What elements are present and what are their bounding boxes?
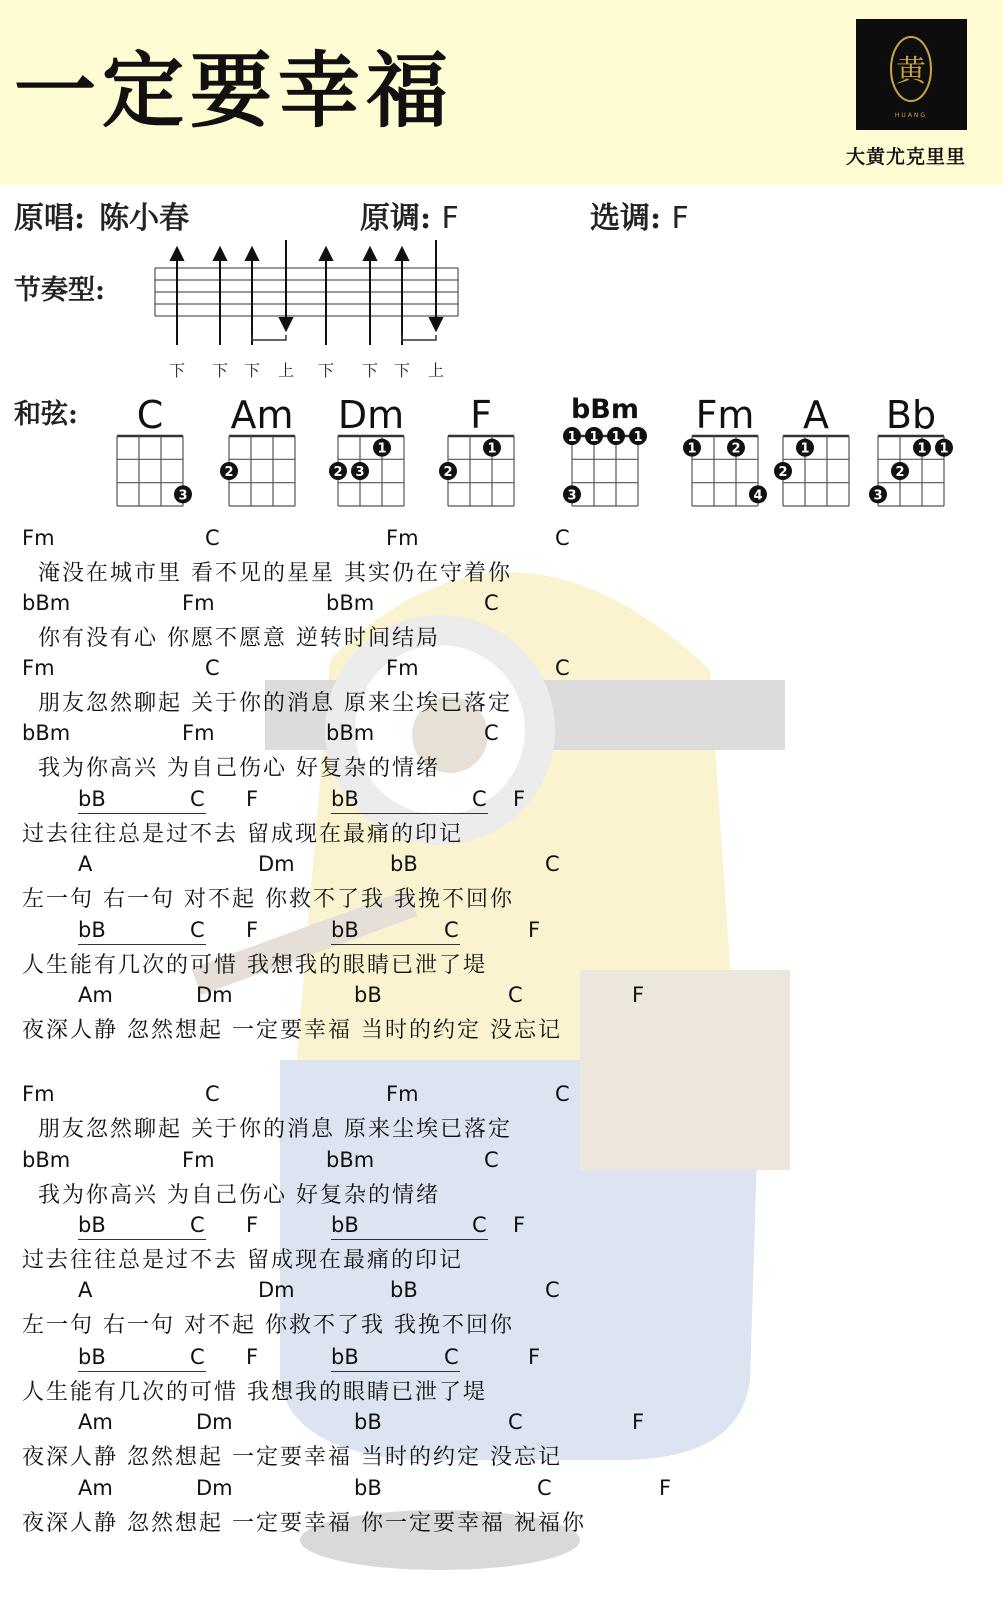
stroke-direction-label: 下 xyxy=(317,361,335,380)
lyric-text: 左一句 右一句 对不起 你救不了我 我挽不回你 xyxy=(22,887,514,912)
finger-number: 2 xyxy=(333,465,343,480)
song-title: 一定要幸福 xyxy=(14,43,455,139)
lyric-text: 我为你高兴 为自己伤心 好复杂的情绪 xyxy=(38,1183,440,1208)
finger-number: 3 xyxy=(873,488,883,504)
beat-bracket xyxy=(402,335,436,340)
chord-symbol: A xyxy=(78,1278,93,1302)
chord-symbol: bB xyxy=(331,787,359,811)
chord-symbol: bB xyxy=(331,1345,359,1369)
original-key xyxy=(360,193,459,237)
chord-symbol: bBm xyxy=(326,721,375,745)
chord-symbol: F xyxy=(659,1476,672,1500)
chord-symbol: F xyxy=(246,918,259,942)
chord-symbol: C xyxy=(537,1476,552,1500)
chord-symbol: Dm xyxy=(258,1278,295,1302)
finger-number: 2 xyxy=(778,465,788,480)
chord-symbol: F xyxy=(528,1345,541,1369)
chord-symbol: Am xyxy=(78,983,113,1007)
original-key-value: F xyxy=(441,201,459,236)
chord-symbol: F xyxy=(246,787,259,811)
chord-symbol: C xyxy=(484,591,499,615)
chord-name: bBm xyxy=(570,394,640,425)
svg-text:黄: 黄 xyxy=(896,54,926,89)
chord-name: F xyxy=(470,393,492,437)
finger-number: 3 xyxy=(178,488,188,504)
lyric-text: 朋友忽然聊起 关于你的消息 原来尘埃已落定 xyxy=(38,691,512,716)
finger-number: 1 xyxy=(917,441,927,457)
lyric-text: 朋友忽然聊起 关于你的消息 原来尘埃已落定 xyxy=(38,1117,512,1142)
stroke-direction-label: 上 xyxy=(427,361,445,380)
chord-symbol: bBm xyxy=(22,1148,71,1172)
chord-symbol: F xyxy=(528,918,541,942)
lyric-line xyxy=(0,1476,1003,1536)
lyric-text: 人生能有几次的可惜 我想我的眼睛已泄了堤 xyxy=(22,1380,487,1405)
original-key-label: 原调: xyxy=(360,201,432,236)
chord-symbol: Fm xyxy=(386,656,419,680)
chord-symbol: bB xyxy=(78,787,106,811)
chord-underline xyxy=(331,944,460,945)
lyric-line xyxy=(0,721,1003,781)
stroke-direction-label: 下 xyxy=(243,361,261,380)
brand-logo xyxy=(856,19,967,130)
chord-diagram xyxy=(864,422,958,520)
finger-number: 1 xyxy=(487,441,497,457)
lyric-text: 夜深人静 忽然想起 一定要幸福 当时的约定 没忘记 xyxy=(22,1018,562,1043)
lyric-line xyxy=(0,1278,1003,1338)
finger-number: 1 xyxy=(377,441,387,457)
chord-symbol: Fm xyxy=(386,1082,419,1106)
chord-symbol: bB xyxy=(354,983,382,1007)
singer-name: 陈小春 xyxy=(99,201,190,236)
chord-symbol: bBm xyxy=(22,721,71,745)
chord-symbol: C xyxy=(444,1345,459,1369)
chord-symbol: C xyxy=(190,787,205,811)
chord-symbol: Fm xyxy=(386,526,419,550)
chord-symbol: F xyxy=(513,787,526,811)
stroke-direction-label: 下 xyxy=(211,361,229,380)
singer-label: 原唱: xyxy=(14,201,86,236)
lyric-line xyxy=(0,656,1003,716)
finger-number: 3 xyxy=(567,488,577,504)
finger-number: 1 xyxy=(567,430,577,445)
chord-symbol: C xyxy=(205,1082,220,1106)
lyric-text: 人生能有几次的可惜 我想我的眼睛已泄了堤 xyxy=(22,953,487,978)
chord-symbol: Fm xyxy=(182,591,215,615)
chord-symbol: Fm xyxy=(22,656,55,680)
chords-label: 和弦: xyxy=(14,399,78,430)
chord-symbol: bB xyxy=(78,918,106,942)
chord-symbol: F xyxy=(246,1213,259,1237)
singer-info xyxy=(14,193,189,237)
chord-symbol: A xyxy=(78,852,93,876)
chord-symbol: F xyxy=(513,1213,526,1237)
chord-symbol: C xyxy=(190,1213,205,1237)
finger-number: 4 xyxy=(753,488,763,504)
chord-symbol: bB xyxy=(78,1345,106,1369)
lyric-line xyxy=(0,591,1003,651)
chord-symbol: bB xyxy=(331,1213,359,1237)
chord-symbol: Fm xyxy=(22,526,55,550)
brand-name: 大黄尤克里里 xyxy=(846,146,967,168)
chord-symbol: Fm xyxy=(182,721,215,745)
lyric-line xyxy=(0,1213,1003,1273)
chord-symbol: C xyxy=(555,526,570,550)
chord-symbol: C xyxy=(205,656,220,680)
lyric-line xyxy=(0,852,1003,912)
chord-underline xyxy=(78,813,206,814)
lyric-line xyxy=(0,918,1003,978)
chord-symbol: C xyxy=(444,918,459,942)
svg-text:HUANG: HUANG xyxy=(894,112,928,119)
chord-underline xyxy=(331,1371,460,1372)
selected-key-label: 选调: xyxy=(590,201,662,236)
chord-name: C xyxy=(136,393,164,437)
finger-number: 1 xyxy=(611,430,621,445)
rhythm-label: 节奏型: xyxy=(14,275,105,306)
chord-symbol: bB xyxy=(390,852,418,876)
chord-symbol: C xyxy=(508,983,523,1007)
chord-symbol: C xyxy=(205,526,220,550)
chord-underline xyxy=(331,813,488,814)
stroke-direction-label: 上 xyxy=(277,361,295,380)
finger-number: 2 xyxy=(224,465,234,480)
chord-symbol: Dm xyxy=(196,1410,233,1434)
chord-underline xyxy=(78,944,206,945)
chord-symbol: bB xyxy=(354,1410,382,1434)
chord-name: Bb xyxy=(885,393,937,437)
stroke-direction-label: 下 xyxy=(361,361,379,380)
chord-symbol: Dm xyxy=(258,852,295,876)
chord-symbol: Fm xyxy=(22,1082,55,1106)
lyric-text: 夜深人静 忽然想起 一定要幸福 当时的约定 没忘记 xyxy=(22,1445,562,1470)
finger-number: 1 xyxy=(687,441,697,457)
chord-name: A xyxy=(803,393,829,437)
chord-underline xyxy=(78,1239,206,1240)
lyric-text: 左一句 右一句 对不起 你救不了我 我挽不回你 xyxy=(22,1313,514,1338)
finger-number: 3 xyxy=(355,465,365,480)
finger-number: 1 xyxy=(589,430,599,445)
lyric-text: 你有没有心 你愿不愿意 逆转时间结局 xyxy=(38,626,440,651)
finger-number: 2 xyxy=(895,465,905,480)
lyric-text: 过去往往总是过不去 留成现在最痛的印记 xyxy=(22,822,463,847)
lyric-line xyxy=(0,1148,1003,1208)
chord-symbol: C xyxy=(190,1345,205,1369)
arrow-head xyxy=(214,248,226,260)
chord-symbol: bB xyxy=(354,1476,382,1500)
chord-name: Dm xyxy=(337,393,405,437)
lyric-line xyxy=(0,787,1003,847)
lyric-text: 夜深人静 忽然想起 一定要幸福 你一定要幸福 祝福你 xyxy=(22,1511,586,1536)
stroke-direction-label: 下 xyxy=(168,361,186,380)
chord-symbol: Fm xyxy=(182,1148,215,1172)
chord-symbol: bBm xyxy=(326,591,375,615)
chord-symbol: F xyxy=(246,1345,259,1369)
lyric-line xyxy=(0,1345,1003,1405)
finger-number: 1 xyxy=(800,441,810,457)
chord-symbol: C xyxy=(555,1082,570,1106)
chord-symbol: bBm xyxy=(326,1148,375,1172)
finger-number: 1 xyxy=(633,430,643,445)
lyric-line xyxy=(0,1410,1003,1470)
chord-symbol: bB xyxy=(78,1213,106,1237)
stroke-direction-label: 下 xyxy=(393,361,411,380)
lyric-line xyxy=(0,526,1003,586)
chord-symbol: Dm xyxy=(196,1476,233,1500)
chord-name: Fm xyxy=(695,393,755,437)
arrow-head xyxy=(280,318,292,330)
chord-symbol: C xyxy=(555,656,570,680)
finger-number: 1 xyxy=(939,441,949,457)
lyric-line xyxy=(0,983,1003,1043)
arrow-head xyxy=(171,248,183,260)
chord-symbol: bB xyxy=(390,1278,418,1302)
lyric-text: 淹没在城市里 看不见的星星 其实仍在守着你 xyxy=(38,561,512,586)
selected-key xyxy=(590,193,689,237)
arrow-head xyxy=(246,248,258,260)
arrow-head xyxy=(320,248,332,260)
rhythm-pattern xyxy=(150,240,470,355)
lyric-line xyxy=(0,1082,1003,1142)
chord-symbol: C xyxy=(545,852,560,876)
arrow-head xyxy=(430,318,442,330)
chord-symbol: C xyxy=(484,721,499,745)
chord-symbol: C xyxy=(484,1148,499,1172)
title-banner xyxy=(0,0,1003,185)
arrow-head xyxy=(396,248,408,260)
finger-number: 2 xyxy=(443,465,453,480)
chord-symbol: Am xyxy=(78,1410,113,1434)
lyric-text: 我为你高兴 为自己伤心 好复杂的情绪 xyxy=(38,756,440,781)
chord-symbol: F xyxy=(632,983,645,1007)
chord-symbol: Am xyxy=(78,1476,113,1500)
finger-number: 2 xyxy=(731,441,741,457)
chord-symbol: bBm xyxy=(22,591,71,615)
chord-symbol: bB xyxy=(331,918,359,942)
chord-symbol: C xyxy=(472,787,487,811)
chord-symbol: F xyxy=(632,1410,645,1434)
chord-symbol: C xyxy=(472,1213,487,1237)
chord-symbol: C xyxy=(508,1410,523,1434)
arrow-head xyxy=(364,248,376,260)
selected-key-value: F xyxy=(671,201,689,236)
chord-underline xyxy=(331,1239,488,1240)
chord-underline xyxy=(78,1371,206,1372)
chord-symbol: Dm xyxy=(196,983,233,1007)
chord-name: Am xyxy=(230,393,294,437)
chord-symbol: C xyxy=(190,918,205,942)
chord-symbol: C xyxy=(545,1278,560,1302)
beat-bracket xyxy=(252,335,286,340)
lyric-text: 过去往往总是过不去 留成现在最痛的印记 xyxy=(22,1248,463,1273)
